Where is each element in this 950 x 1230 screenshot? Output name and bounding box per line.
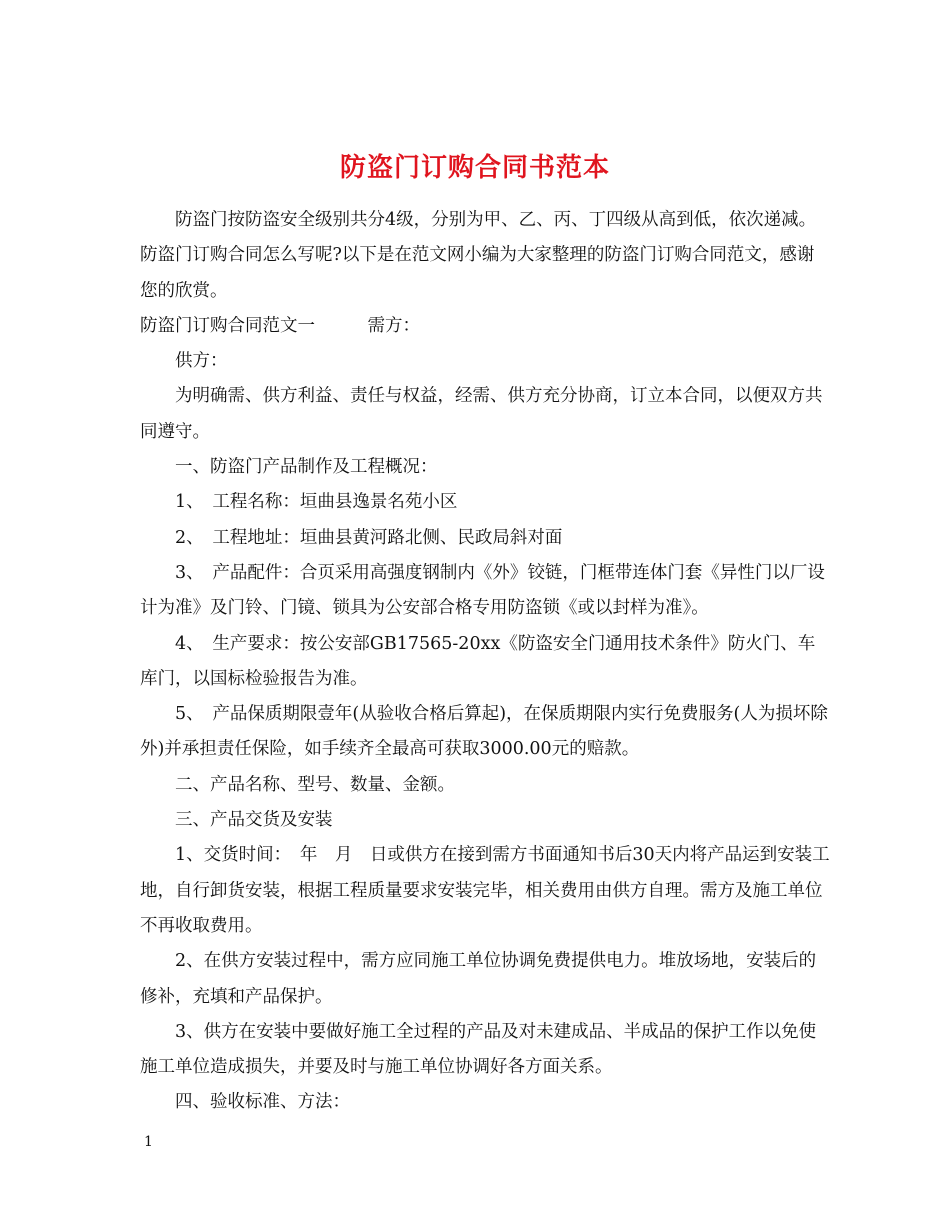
document-body (140, 203, 830, 1121)
paragraph: 2、 工程地址：垣曲县黄河路北侧、民政局斜对面 (175, 527, 563, 548)
paragraph: 4、 生产要求：按公安部GB17565-20xx《防盗安全门通用技术条件》防火门、车库门，以国标检验报告为准。 (140, 633, 816, 689)
paragraph: 防盗门按防盗安全级别共分4级，分别为甲、乙、丙、丁四级从高到低，依次递减。防盗门订购合同怎么写呢?以下是在范文网小编为大家整理的防盗门订购合同范文，感谢您的欣赏。 (140, 210, 817, 301)
paragraph: 1、交货时间： 年 月 日或供方在接到需方书面通知书后30天内将产品运到安装工地，自行卸货安装，根据工程质量要求安装完毕，相关费用由供方自理。需方及施工单位不再收取费用。 (140, 845, 830, 936)
paragraph: 5、 产品保质期限壹年(从验收合格后算起)，在保质期限内实行免费服务(人为损坏除外)并承担责任保险，如手续齐全最高可获取3000.00元的赔款。 (140, 704, 828, 760)
paragraph: 2、在供方安装过程中，需方应同施工单位协调免费提供电力。堆放场地，安装后的修补，充填和产品保护。 (140, 951, 817, 1007)
document-title: 防盗门订购合同书范本 (339, 153, 610, 184)
paragraph: 1、 工程名称：垣曲县逸景名苑小区 (175, 492, 458, 513)
paragraph: 防盗门订购合同范文一 需方： (140, 315, 420, 336)
paragraph: 3、供方在安装中要做好施工全过程的产品及对未建成品、半成品的保护工作以免使施工单位造成损失，并要及时与施工单位协调好各方面关系。 (140, 1021, 817, 1078)
paragraph: 四、验收标准、方法： (175, 1092, 350, 1113)
page-number: 1 (144, 1134, 153, 1150)
paragraph: 三、产品交货及安装 (175, 810, 333, 831)
paragraph: 一、防盗门产品制作及工程概况： (175, 457, 438, 478)
paragraph: 3、 产品配件：合页采用高强度钢制内《外》铰链，门框带连体门套《异性门以厂设计为准》及门铃、门镜、锁具为公安部合格专用防盗锁《或以封样为准》。 (140, 562, 825, 619)
paragraph: 二、产品名称、型号、数量、金额。 (175, 774, 455, 795)
paragraph: 为明确需、供方利益、责任与权益，经需、供方充分协商，订立本合同，以便双方共同遵守。 (140, 386, 823, 442)
paragraph: 供方： (175, 351, 228, 372)
